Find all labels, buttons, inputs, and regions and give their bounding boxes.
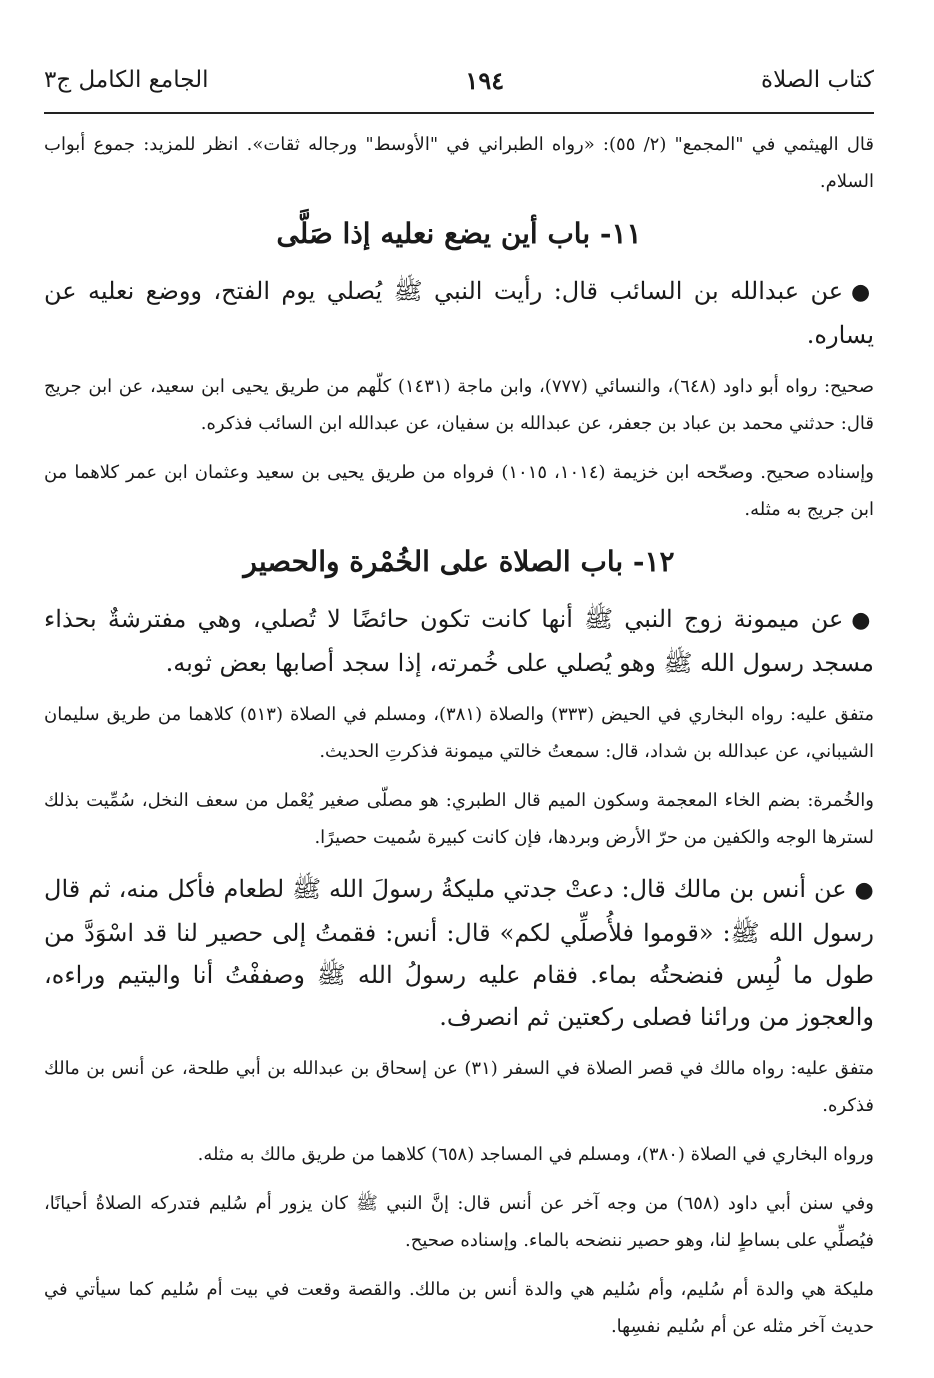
hadith-text: عن أنس بن مالك قال: دعتْ جدتي مليكةُ رسولَ الله ﷺ لطعام فأكل منه، ثم قال رسول الله ﷺ: «قوموا فلأُصلِّي لكم» قال: أنس: فقمتُ إلى حصير لنا قد اسْوَدَّ من طول ما لُبِس فنضحتُه بماء. فقام عليه رسولُ الله ﷺ وصففْتُ أنا واليتيم وراءه، والعجوز من ورائنا فصلى ركعتين ثم انصرف. — [44, 875, 874, 1031]
note-paragraph: مليكة هي والدة أم سُليم، وأم سُليم هي والدة أنس بن مالك. والقصة وقعت في بيت أم سُليم كما سيأتي في حديث آخر مثله عن أم سُليم نفسِها. — [44, 1279, 874, 1337]
note-paragraph: وإسناده صحيح. وصحّحه ابن خزيمة (١٠١٤، ١٠١٥) فرواه من طريق يحيى بن سعيد وعثمان ابن عمر كلاهما من ابن جريج به مثله. — [44, 462, 875, 520]
page-number: ١٩٤ — [465, 65, 505, 95]
hadith-paragraph — [44, 868, 874, 1038]
note-paragraph: متفق عليه: رواه مالك في قصر الصلاة في السفر (٣١) عن إسحاق بن عبدالله بن أبي طلحة، عن أنس بن مالك فذكره. — [44, 1058, 875, 1116]
hadith-text: عن عبدالله بن السائب قال: رأيت النبي ﷺ يُصلي يوم الفتح، ووضع نعليه عن يساره. — [44, 277, 874, 349]
chapter-heading: ١١- باب أين يضع نعليه إذا صَلَّى — [276, 217, 642, 250]
note-paragraph: والخُمرة: بضم الخاء المعجمة وسكون الميم قال الطبري: هو مصلّى صغير يُعْمل من سعف النخل، سُمِّيت بذلك لسترها الوجه والكفين من حرّ الأرض وبردها، فإن كانت كبيرة سُميت حصيرًا. — [44, 790, 874, 848]
note-paragraph: ورواه البخاري في الصلاة (٣٨٠)، ومسلم في المساجد (٦٥٨) كلاهما من طريق مالك به مثله. — [197, 1144, 874, 1165]
header-book-title: الجامع الكامل ج٣ — [44, 67, 209, 93]
note-paragraph: صحيح: رواه أبو داود (٦٤٨)، والنسائي (٧٧٧)، وابن ماجة (١٤٣١) كلّهم من طريق يحيى ابن سعيد، عن ابن جريج قال: حدثني محمد بن عباد بن جعفر، عن عبدالله بن سفيان، عن عبدالله ابن السائب فذكره. — [44, 376, 875, 434]
bullet-icon: ● — [851, 608, 874, 633]
hadith-paragraph — [44, 270, 874, 356]
header-rule — [44, 112, 874, 114]
bullet-icon: ● — [854, 878, 874, 903]
header-chapter-title: كتاب الصلاة — [761, 67, 874, 93]
page-header — [44, 52, 874, 108]
hadith-text: عن ميمونة زوج النبي ﷺ أنها كانت تكون حائضًا لا تُصلي، وهي مفترشةٌ بحذاء مسجد رسول الله ﷺ وهو يُصلي على خُمرته، إذا سجد أصابها بعض ثوبه. — [44, 605, 874, 677]
note-paragraph: قال الهيثمي في "المجمع" (٢/ ٥٥): «رواه الطبراني في "الأوسط" ورجاله ثقات». انظر للمزيد: جموع أبواب السلام. — [44, 134, 874, 192]
book-page — [44, 52, 874, 1357]
hadith-paragraph — [44, 598, 874, 684]
chapter-heading: ١٢- باب الصلاة على الخُمْرة والحصير — [243, 545, 675, 578]
note-paragraph: متفق عليه: رواه البخاري في الحيض (٣٣٣) والصلاة (٣٨١)، ومسلم في الصلاة (٥١٣) كلاهما من طريق سليمان الشيباني، عن عبدالله بن شداد، قال: سمعتُ خالتي ميمونة فذكرتِ الحديث. — [44, 704, 874, 762]
note-paragraph: وفي سنن أبي داود (٦٥٨) من وجه آخر عن أنس قال: إنَّ النبي ﷺ كان يزور أم سُليم فتدركه الصلاةُ أحيانًا، فيُصلِّي على بساطٍ لنا، وهو حصير ننضحه بالماء. وإسناده صحيح. — [44, 1193, 874, 1251]
bullet-icon: ● — [851, 280, 874, 305]
